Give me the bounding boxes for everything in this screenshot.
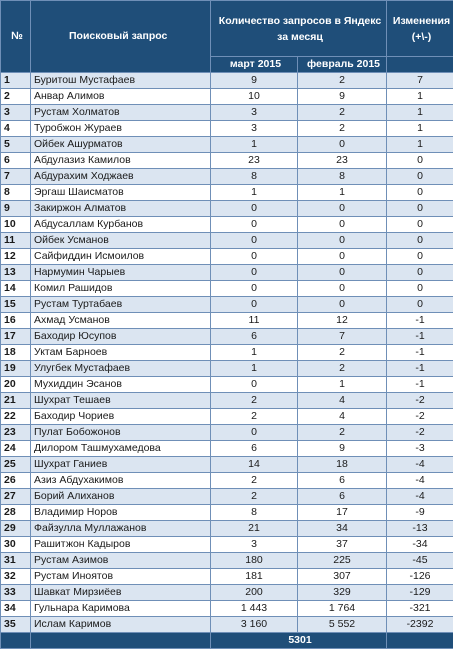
row-february: 5 552 [298,617,387,633]
row-february: 12 [298,313,387,329]
row-query: Буритош Мустафаев [31,73,211,89]
table-row [1,377,453,393]
row-march: 9 [211,73,298,89]
row-number: 9 [1,201,31,217]
table-row [1,89,453,105]
row-number: 17 [1,329,31,345]
total-value: 5301 [211,633,387,649]
table-row [1,537,453,553]
row-change: -4 [387,489,453,505]
row-change: -2 [387,425,453,441]
row-change: 0 [387,185,453,201]
row-query: Нармумин Чарыев [31,265,211,281]
table-row [1,409,453,425]
row-number: 29 [1,521,31,537]
row-query: Баходир Чориев [31,409,211,425]
row-march: 200 [211,585,298,601]
row-change: 0 [387,281,453,297]
row-change: -13 [387,521,453,537]
total-blank-1 [1,633,31,649]
row-number: 34 [1,601,31,617]
row-february: 18 [298,457,387,473]
row-change: 0 [387,153,453,169]
row-number: 4 [1,121,31,137]
row-february: 4 [298,409,387,425]
table-row [1,185,453,201]
row-query: Туробжон Жураев [31,121,211,137]
row-change: 0 [387,217,453,233]
row-number: 3 [1,105,31,121]
row-february: 37 [298,537,387,553]
row-query: Абдулазиз Камилов [31,153,211,169]
header-query: Поисковый запрос [31,1,211,73]
row-query: Закиржон Алматов [31,201,211,217]
total-row [1,633,453,649]
table-row [1,473,453,489]
row-february: 2 [298,345,387,361]
row-change: -45 [387,553,453,569]
row-march: 0 [211,377,298,393]
row-query: Ахмад Усманов [31,313,211,329]
header-change: Изменения (+\-) [387,1,453,57]
row-query: Ойбек Ашурматов [31,137,211,153]
row-number: 20 [1,377,31,393]
row-march: 0 [211,281,298,297]
row-march: 181 [211,569,298,585]
row-query: Борий Алиханов [31,489,211,505]
row-change: -321 [387,601,453,617]
row-query: Мухиддин Эсанов [31,377,211,393]
row-february: 2 [298,73,387,89]
row-change: -1 [387,313,453,329]
row-march: 6 [211,329,298,345]
header-count: Количество запросов в Яндекс за месяц [211,1,387,57]
row-number: 24 [1,441,31,457]
table-row [1,217,453,233]
row-march: 2 [211,489,298,505]
table-row [1,345,453,361]
row-march: 8 [211,169,298,185]
row-query: Владимир Норов [31,505,211,521]
row-february: 2 [298,425,387,441]
row-march: 1 [211,185,298,201]
row-february: 2 [298,361,387,377]
row-number: 21 [1,393,31,409]
table-row [1,281,453,297]
table-row [1,169,453,185]
row-march: 11 [211,313,298,329]
row-march: 0 [211,297,298,313]
row-march: 3 [211,121,298,137]
row-number: 35 [1,617,31,633]
table-row [1,201,453,217]
row-query: Шухрат Ганиев [31,457,211,473]
row-february: 8 [298,169,387,185]
row-february: 9 [298,441,387,457]
row-query: Рустам Иноятов [31,569,211,585]
row-query: Комил Рашидов [31,281,211,297]
table-row [1,441,453,457]
row-february: 307 [298,569,387,585]
row-change: -1 [387,329,453,345]
header-february: февраль 2015 [298,57,387,73]
row-number: 15 [1,297,31,313]
table-row [1,425,453,441]
table-row [1,233,453,249]
header-number: № [1,1,31,73]
table-row [1,73,453,89]
row-number: 28 [1,505,31,521]
row-march: 8 [211,505,298,521]
row-change: -1 [387,345,453,361]
row-query: Рашитжон Кадыров [31,537,211,553]
table-row [1,265,453,281]
row-march: 0 [211,249,298,265]
row-february: 0 [298,281,387,297]
table-row [1,297,453,313]
row-february: 0 [298,217,387,233]
row-change: 1 [387,121,453,137]
table-row [1,569,453,585]
table-row [1,361,453,377]
row-query: Анвар Алимов [31,89,211,105]
row-query: Пулат Бобожонов [31,425,211,441]
row-march: 0 [211,265,298,281]
row-number: 27 [1,489,31,505]
row-february: 225 [298,553,387,569]
row-query: Дилором Ташмухамедова [31,441,211,457]
row-february: 6 [298,489,387,505]
table-row [1,457,453,473]
row-query: Шухрат Тешаев [31,393,211,409]
table-row [1,249,453,265]
row-change: -129 [387,585,453,601]
row-query: Абдурахим Ходжаев [31,169,211,185]
header-change-blank [387,57,453,73]
row-change: 0 [387,169,453,185]
header-march: март 2015 [211,57,298,73]
table-row [1,153,453,169]
row-march: 3 [211,537,298,553]
row-query: Рустам Туртабаев [31,297,211,313]
row-change: -4 [387,473,453,489]
table-row [1,121,453,137]
row-query: Ойбек Усманов [31,233,211,249]
row-february: 4 [298,393,387,409]
row-number: 11 [1,233,31,249]
row-number: 26 [1,473,31,489]
row-february: 0 [298,265,387,281]
row-number: 23 [1,425,31,441]
row-query: Азиз Абдухакимов [31,473,211,489]
row-march: 1 [211,361,298,377]
row-query: Уктам Барноев [31,345,211,361]
header-row [1,1,453,57]
row-february: 34 [298,521,387,537]
row-change: 0 [387,265,453,281]
row-march: 0 [211,217,298,233]
row-number: 10 [1,217,31,233]
row-number: 32 [1,569,31,585]
total-blank-3 [387,633,453,649]
row-query: Сайфиддин Исмоилов [31,249,211,265]
row-query: Улугбек Мустафаев [31,361,211,377]
row-february: 1 764 [298,601,387,617]
row-number: 16 [1,313,31,329]
row-february: 2 [298,105,387,121]
row-query: Ислам Каримов [31,617,211,633]
row-march: 6 [211,441,298,457]
row-march: 0 [211,201,298,217]
row-query: Эргаш Шаисматов [31,185,211,201]
row-change: -1 [387,361,453,377]
table-row [1,553,453,569]
table-row [1,617,453,633]
row-change: -2392 [387,617,453,633]
row-change: 1 [387,137,453,153]
row-change: -9 [387,505,453,521]
row-march: 0 [211,425,298,441]
row-march: 2 [211,409,298,425]
row-query: Гульнара Каримова [31,601,211,617]
row-change: -3 [387,441,453,457]
row-number: 6 [1,153,31,169]
row-march: 23 [211,153,298,169]
row-march: 1 [211,137,298,153]
row-march: 14 [211,457,298,473]
table-row [1,521,453,537]
row-february: 1 [298,185,387,201]
row-march: 180 [211,553,298,569]
row-february: 23 [298,153,387,169]
row-march: 21 [211,521,298,537]
row-number: 2 [1,89,31,105]
row-query: Абдусаллам Курбанов [31,217,211,233]
row-march: 10 [211,89,298,105]
row-february: 1 [298,377,387,393]
row-change: 1 [387,105,453,121]
row-query: Рустам Азимов [31,553,211,569]
table-row [1,601,453,617]
table-row [1,505,453,521]
table-row [1,313,453,329]
row-february: 329 [298,585,387,601]
row-february: 0 [298,297,387,313]
row-march: 0 [211,233,298,249]
row-change: 0 [387,201,453,217]
row-february: 6 [298,473,387,489]
row-number: 22 [1,409,31,425]
row-number: 30 [1,537,31,553]
row-change: -126 [387,569,453,585]
row-query: Рустам Холматов [31,105,211,121]
table-row [1,489,453,505]
row-february: 9 [298,89,387,105]
row-march: 2 [211,473,298,489]
row-change: -2 [387,393,453,409]
row-change: -1 [387,377,453,393]
row-march: 1 [211,345,298,361]
table-row [1,329,453,345]
row-number: 1 [1,73,31,89]
row-february: 7 [298,329,387,345]
row-number: 8 [1,185,31,201]
row-number: 31 [1,553,31,569]
row-change: 1 [387,89,453,105]
row-number: 12 [1,249,31,265]
table-row [1,137,453,153]
row-number: 7 [1,169,31,185]
row-march: 1 443 [211,601,298,617]
row-change: -2 [387,409,453,425]
row-number: 33 [1,585,31,601]
row-query: Файзулла Муллажанов [31,521,211,537]
row-change: 0 [387,249,453,265]
row-change: -34 [387,537,453,553]
row-february: 17 [298,505,387,521]
table-row [1,105,453,121]
row-march: 2 [211,393,298,409]
row-number: 25 [1,457,31,473]
row-change: -4 [387,457,453,473]
row-number: 5 [1,137,31,153]
row-number: 19 [1,361,31,377]
row-query: Шавкат Мирзиёев [31,585,211,601]
row-change: 7 [387,73,453,89]
row-february: 0 [298,249,387,265]
row-february: 0 [298,137,387,153]
row-february: 0 [298,201,387,217]
row-february: 0 [298,233,387,249]
row-march: 3 [211,105,298,121]
table-row [1,585,453,601]
row-number: 18 [1,345,31,361]
total-blank-2 [31,633,211,649]
row-number: 14 [1,281,31,297]
row-number: 13 [1,265,31,281]
row-change: 0 [387,233,453,249]
table-row [1,393,453,409]
row-change: 0 [387,297,453,313]
row-march: 3 160 [211,617,298,633]
row-query: Баходир Юсупов [31,329,211,345]
row-february: 2 [298,121,387,137]
